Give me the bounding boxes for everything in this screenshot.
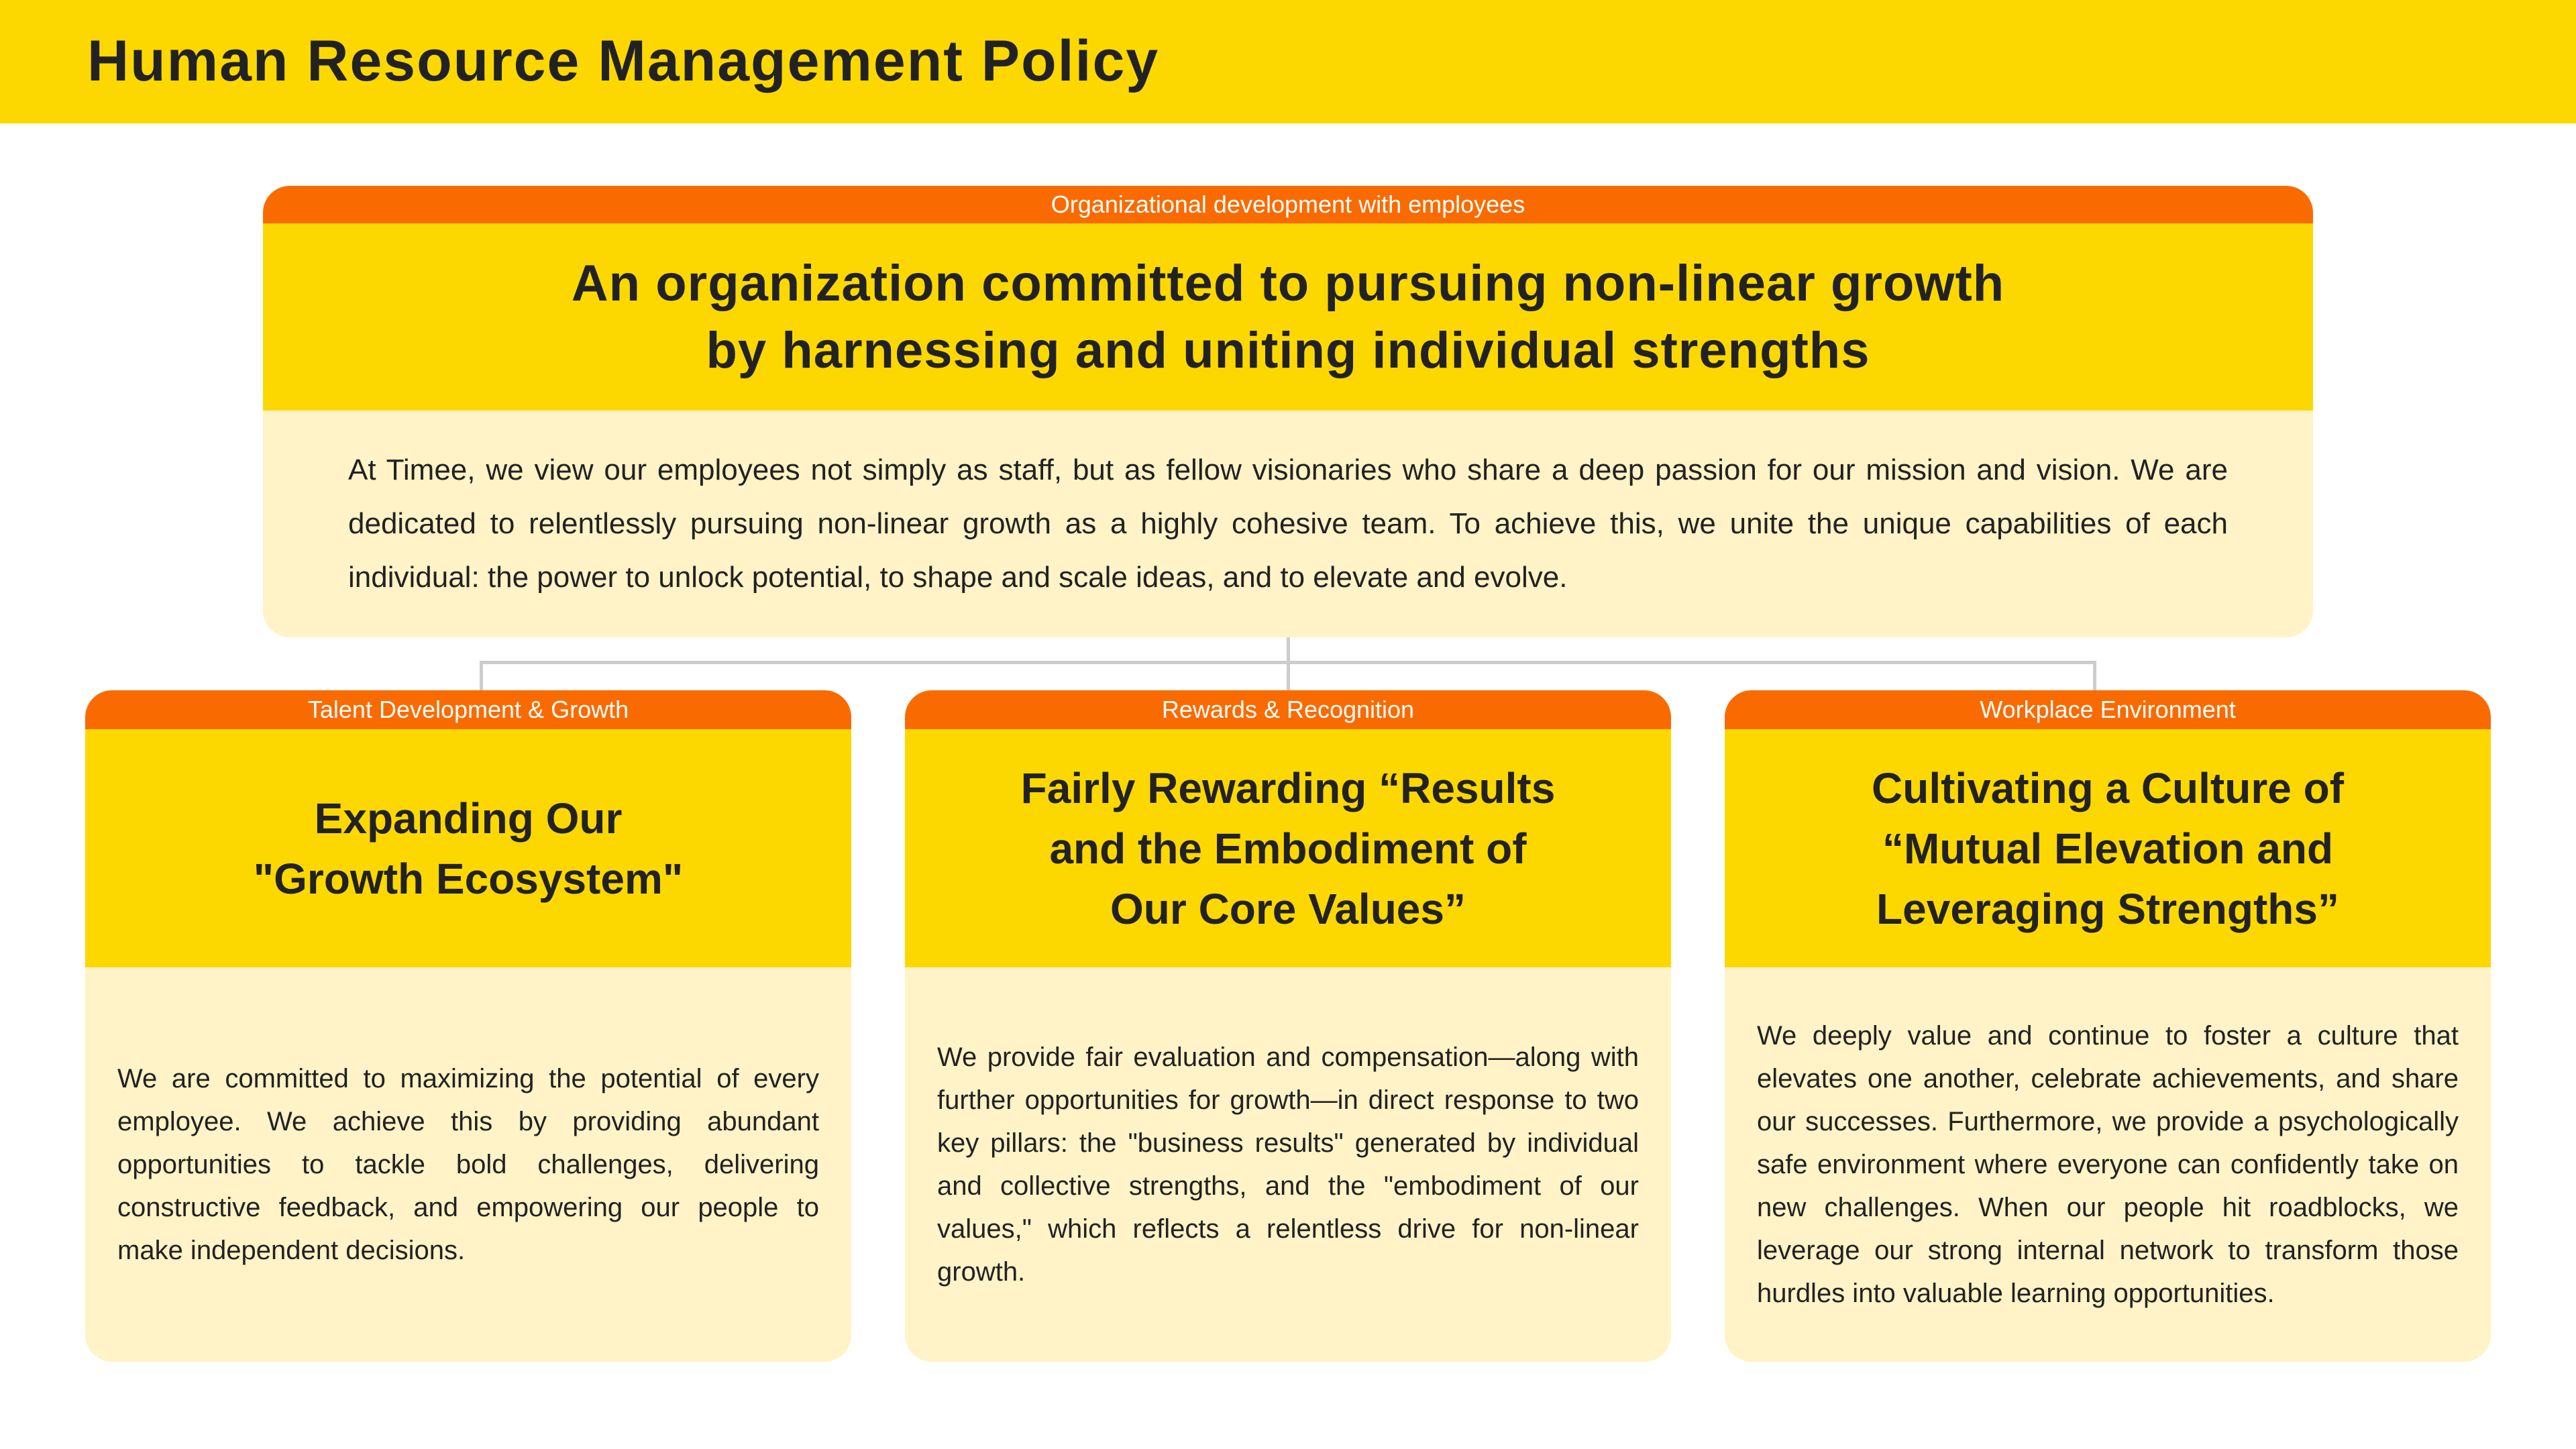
card-title: [1725, 729, 2491, 967]
card-body-text: We provide fair evaluation and compensation—along with further opportunities for growth—in direct response to two key pillars: the "business results" generated by individual and collective strengths, and the "embodiment of our values," which reflects a relentless drive for non-linear growth.: [937, 1042, 1639, 1287]
card-body-text: We deeply value and continue to foster a culture that elevates one another, celebrate achievements, and share our successes. Furthermore, we provide a psychologically safe environment where everyone can confidently take on new challenges. When our people hit roadblocks, we leverage our strong internal network to transform those hurdles into valuable learning opportunities.: [1757, 1021, 2459, 1308]
page-header: [0, 0, 2576, 123]
card-title: [905, 729, 1671, 967]
title-line: Expanding Our: [314, 794, 623, 843]
title-line: Leveraging Strengths”: [1876, 884, 2339, 933]
card-tab-label: Rewards & Recognition: [905, 690, 1671, 729]
card-headline: [263, 223, 2313, 411]
card-body-text: We are committed to maximizing the potential of every employee. We achieve this by providing abundant opportunities to tackle bold challenges, delivering constructive feedback, and empowering our people to make independent decisions.: [117, 1064, 819, 1265]
talent-development-card: [85, 690, 851, 1362]
title-line: and the Embodiment of: [1049, 824, 1527, 873]
title-line: Fairly Rewarding “Results: [1020, 763, 1556, 812]
card-title: [85, 729, 851, 967]
title-line: "Growth Ecosystem": [253, 854, 684, 903]
card-body: [263, 411, 2313, 637]
card-body-text: At Timee, we view our employees not simply as staff, but as fellow visionaries who share a deep passion for our mission and vision. We are dedicated to relentlessly pursuing non-linear growth as a highly cohesive team. To achieve this, we unite the unique capabilities of each individual: the power to unlock potential, to shape and scale ideas, and to elevate and evolve.: [348, 453, 2228, 594]
workplace-environment-card: [1725, 690, 2491, 1362]
page-title: Human Resource Management Policy: [87, 29, 1160, 93]
headline-line: An organization committed to pursuing non-linear growth: [571, 254, 2005, 312]
title-line: Cultivating a Culture of: [1872, 763, 2344, 812]
title-line: “Mutual Elevation and: [1882, 824, 2334, 873]
card-body: [85, 967, 851, 1362]
headline-line: by harnessing and uniting individual strengths: [706, 321, 1870, 379]
card-tab-label: Talent Development & Growth: [85, 690, 851, 729]
card-body: [1725, 967, 2491, 1362]
org-development-card: [263, 186, 2313, 637]
connector-line: [1287, 661, 1290, 692]
connector-line: [1287, 637, 1290, 664]
card-body: [905, 967, 1671, 1362]
title-line: Our Core Values”: [1110, 884, 1466, 933]
rewards-recognition-card: [905, 690, 1671, 1362]
connector-line: [2093, 661, 2096, 692]
connector-line: [480, 661, 483, 692]
card-tab-label: Workplace Environment: [1725, 690, 2491, 729]
card-tab-label: Organizational development with employees: [263, 186, 2313, 223]
